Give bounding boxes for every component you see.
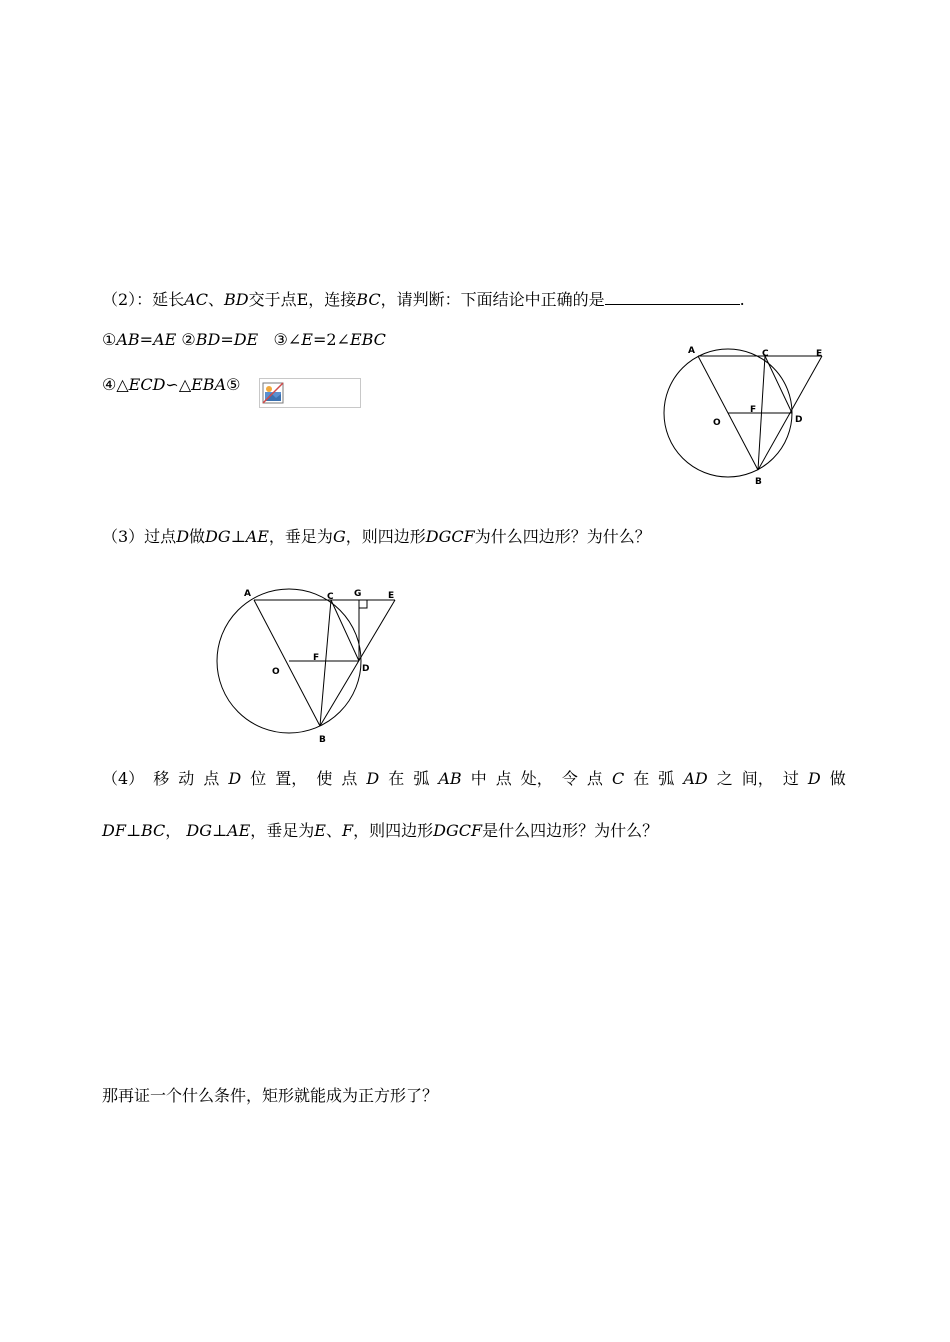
q4-e: E — [314, 821, 326, 840]
fig1-label-e: E — [816, 349, 823, 359]
q2-tail: ，请判断：下面结论中正确的是 — [380, 290, 605, 309]
q4-w12: AB — [438, 769, 462, 788]
figure-2 — [205, 578, 415, 748]
option-5-num: ⑤ — [226, 375, 241, 394]
q3-perp: ⊥ — [230, 527, 246, 546]
q2-end: . — [739, 290, 745, 309]
q4-perp2: ⊥ — [212, 821, 228, 840]
q4-w19: 在 — [633, 769, 650, 788]
q4-w14: 点 — [495, 769, 512, 788]
fig2-label-g: G — [354, 589, 362, 599]
q4-w18: C — [611, 769, 625, 788]
q3-dg: DG — [205, 527, 231, 546]
q4-w4: D — [228, 769, 242, 788]
q3-d: D — [176, 527, 190, 546]
option-3-num: ③ — [273, 330, 288, 349]
q3-dgcf: DGCF — [425, 527, 475, 546]
q4-df: DF — [102, 821, 126, 840]
fig2-label-d: D — [362, 664, 370, 674]
fig1-label-o: O — [713, 418, 721, 428]
q4-w1: 移 — [153, 769, 170, 788]
q2-line — [102, 288, 745, 311]
q4-w24: 过 — [782, 769, 799, 788]
q3-tail: 为什么四边形？为什么？ — [474, 527, 651, 546]
q4-w8: 点 — [341, 769, 358, 788]
q2-prefix: （2）：延长 — [102, 290, 185, 309]
q3-mid2: ，垂足为 — [268, 527, 333, 546]
options-line-1 — [102, 329, 386, 351]
fig1-label-f: F — [750, 405, 757, 415]
option-3-b: E — [301, 330, 313, 349]
option-3-c: =2∠ — [312, 330, 350, 349]
final-question: 那再证一个什么条件，矩形就能成为正方形了？ — [102, 1086, 439, 1105]
q3-ae: AE — [245, 527, 269, 546]
fig2-line-be — [320, 600, 395, 726]
q4-w13: 中 — [470, 769, 487, 788]
fig2-label-c: C — [327, 592, 334, 602]
fig2-label-o: O — [272, 667, 280, 677]
fig2-line-cd — [331, 600, 359, 661]
q4-line-2 — [102, 820, 658, 842]
option-4-a: △ — [116, 375, 129, 394]
q2-sep: 、 — [207, 290, 224, 309]
q4-w6: 置， — [275, 769, 308, 788]
figure-1 — [650, 340, 850, 490]
q4-ae: AE — [227, 821, 251, 840]
q4-w10: 在 — [388, 769, 405, 788]
fig1-line-cd — [765, 356, 792, 413]
fig1-label-d: D — [795, 415, 803, 425]
q3-mid1: 做 — [189, 527, 206, 546]
option-1-num: ① — [102, 330, 117, 349]
q4-w0: （4） — [102, 769, 145, 788]
q4-w15: 处， — [520, 769, 553, 788]
q4-dgcf: DGCF — [433, 821, 483, 840]
q3-prefix: （3）过点 — [102, 527, 177, 546]
option-4-num: ④ — [102, 375, 117, 394]
q4-w21: AD — [683, 769, 708, 788]
q4-w7: 使 — [316, 769, 333, 788]
fig2-label-f: F — [313, 653, 320, 663]
q2-mid: 交于点E，连接 — [248, 290, 357, 309]
q4-w17: 点 — [586, 769, 603, 788]
option-4-b: ECD — [128, 375, 166, 394]
q4-w5: 位 — [250, 769, 267, 788]
fig1-label-b: B — [755, 477, 762, 487]
q4-w2: 动 — [178, 769, 195, 788]
option-2-num: ② — [181, 330, 196, 349]
answer-blank[interactable] — [605, 288, 740, 305]
q4-perp1: ⊥ — [125, 821, 141, 840]
q4-w20: 弧 — [658, 769, 675, 788]
broken-image-placeholder — [259, 378, 361, 408]
fig1-label-a: A — [688, 346, 695, 356]
option-4-d: EBA — [191, 375, 227, 394]
q4-dg: DG — [186, 821, 212, 840]
q3-line — [102, 526, 651, 548]
q4-mid: ，垂足为 — [250, 821, 315, 840]
option-3-a: ∠ — [287, 330, 302, 349]
option-4-c: ∽△ — [165, 375, 192, 394]
q4-w16: 令 — [561, 769, 578, 788]
fig2-label-e: E — [388, 591, 395, 601]
fig2-label-b: B — [319, 735, 326, 745]
q4-bc: BC — [140, 821, 166, 840]
fig2-line-cb — [320, 600, 331, 726]
options-line-2 — [102, 374, 240, 396]
broken-image-icon — [262, 382, 284, 404]
q4-w26: 做 — [829, 769, 846, 788]
q4-line-1 — [102, 768, 846, 790]
q2-ac: AC — [184, 290, 208, 309]
option-1: AB=AE — [116, 330, 177, 349]
fig2-right-angle — [359, 600, 367, 608]
q4-sep: ， — [165, 821, 182, 840]
q2-bc: BC — [356, 290, 381, 309]
q4-w22: 之 — [716, 769, 733, 788]
q3-mid3: ，则四边形 — [345, 527, 426, 546]
q4-f: F — [342, 821, 354, 840]
q4-w3: 点 — [203, 769, 220, 788]
option-2: BD=DE — [195, 330, 259, 349]
q2-bd: BD — [224, 290, 249, 309]
fig2-line-ab — [254, 600, 320, 726]
q4-mid2: ，则四边形 — [353, 821, 434, 840]
fig2-label-a: A — [244, 589, 251, 599]
option-3-d: EBC — [349, 330, 386, 349]
q3-g: G — [332, 527, 346, 546]
q4-w23: 间， — [741, 769, 774, 788]
q4-w9: D — [366, 769, 380, 788]
q4-dun: 、 — [325, 821, 342, 840]
q4-tail: 是什么四边形？为什么？ — [482, 821, 659, 840]
fig1-label-c: C — [762, 349, 769, 359]
q4-w11: 弧 — [413, 769, 430, 788]
q4-w25: D — [807, 769, 821, 788]
